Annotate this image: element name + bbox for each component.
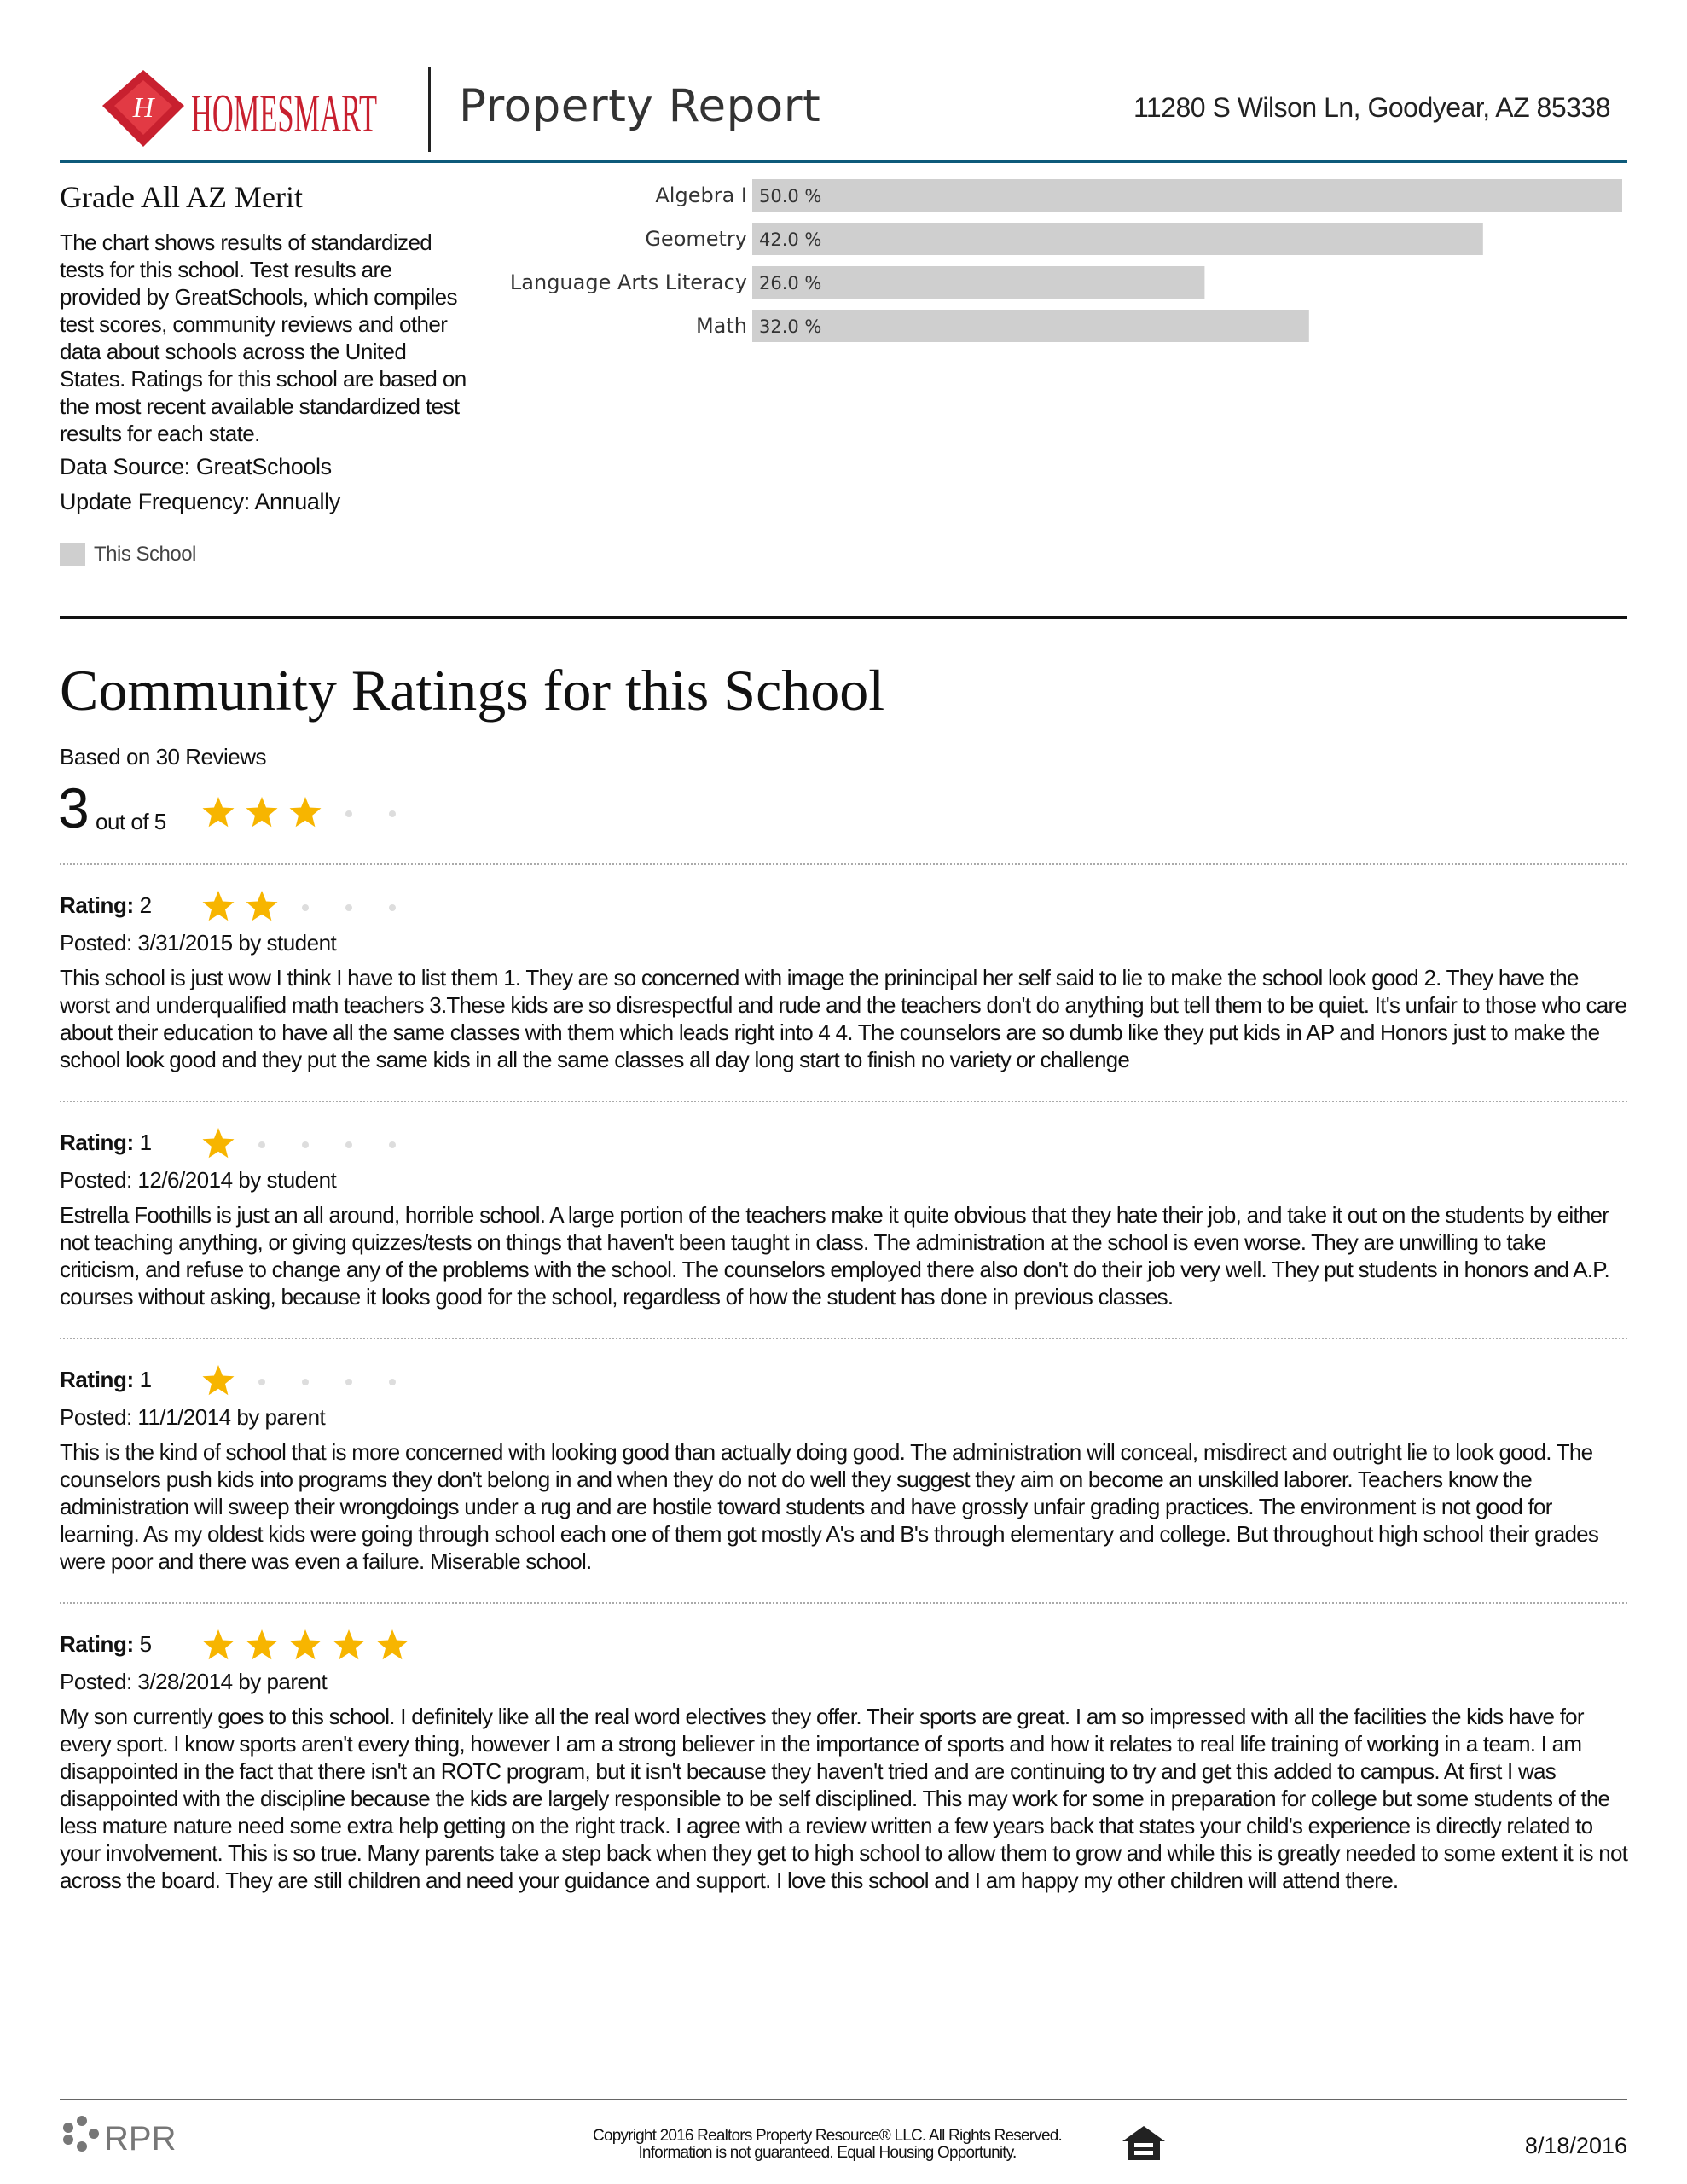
chart-bar bbox=[752, 223, 1483, 255]
overall-out-of: out of 5 bbox=[96, 809, 166, 834]
review-text: Estrella Foothills is just an all around, horrible school. A large portion of the teachers make it quite obvious that they hate their job, and take it out on the students by either not teaching anything, or giving quizzes/tests on things that haven't been taught in class. The administration at the school is even worse. They are unwilling to take criticism, and refuse to change any of the problems with the school. The counselors employed there also don't do their job very well. They put students in honors and A.P. courses without asking, because it looks good for the school, regardless of how the student has done in previous classes. bbox=[60, 1202, 1610, 1310]
star-empty-icon bbox=[288, 1126, 322, 1160]
property-address: 11280 S Wilson Ln, Goodyear, AZ 85338 bbox=[1133, 92, 1610, 123]
review-divider bbox=[60, 863, 1627, 865]
star-empty-icon bbox=[332, 795, 366, 829]
chart-category-label: Geometry bbox=[645, 227, 747, 251]
star-empty-icon bbox=[375, 1363, 409, 1397]
review-divider bbox=[60, 1602, 1627, 1604]
overall-stars bbox=[201, 795, 419, 829]
chart-value-label: 32.0 % bbox=[759, 317, 822, 337]
star-icon bbox=[201, 1126, 235, 1160]
rating-label: Rating: bbox=[60, 1631, 134, 1657]
rating-value: 1 bbox=[139, 1130, 152, 1155]
review-rating bbox=[60, 1130, 152, 1156]
update-frequency: Update Frequency: Annually bbox=[60, 489, 340, 514]
rating-value: 2 bbox=[139, 892, 152, 918]
star-icon bbox=[201, 1363, 235, 1397]
chart-value-label: 26.0 % bbox=[759, 273, 822, 293]
review-text: This is the kind of school that is more concerned with looking good than actually doing good. The administration will conceal, misdirect and outright lie to look good. The counselors push kids into programs they don't belong in and when they do not do well they suggest they aim on become an unskilled laborer. Teachers know the administration will sweep their wrongdoings under a rug and are hostile toward students and have grossly unfair grading practices. The environment is not good for learning. As my oldest kids were going through school each one of them got mostly A's and B's through elementary and college. But throughout high school their grades were poor and there was even a failure. Miserable school. bbox=[60, 1439, 1599, 1574]
star-empty-icon bbox=[375, 1126, 409, 1160]
review-divider bbox=[60, 1338, 1627, 1339]
section-rule bbox=[60, 616, 1627, 619]
rpr-logo-text: RPR bbox=[104, 2120, 177, 2158]
homesmart-logo-icon bbox=[102, 70, 184, 147]
rpr-logo bbox=[60, 2112, 196, 2160]
chart-value-label: 50.0 % bbox=[759, 186, 822, 206]
data-source: Data Source: GreatSchools bbox=[60, 454, 332, 479]
star-empty-icon bbox=[245, 1126, 279, 1160]
rating-value: 1 bbox=[139, 1367, 152, 1392]
star-empty-icon bbox=[375, 795, 409, 829]
review-divider bbox=[60, 1101, 1627, 1102]
star-empty-icon bbox=[332, 1363, 366, 1397]
footer-date: 8/18/2016 bbox=[1524, 2133, 1627, 2158]
chart-category-label: Language Arts Literacy bbox=[509, 270, 747, 294]
review-rating bbox=[60, 1631, 152, 1658]
overall-score: 3 bbox=[58, 776, 90, 839]
logo-divider bbox=[428, 67, 431, 152]
review-posted: Posted: 11/1/2014 by parent bbox=[60, 1404, 326, 1430]
star-empty-icon bbox=[332, 1126, 366, 1160]
review-stars bbox=[201, 889, 419, 923]
star-empty-icon bbox=[375, 889, 409, 923]
chart-value-label: 42.0 % bbox=[759, 229, 822, 250]
review-posted: Posted: 3/28/2014 by parent bbox=[60, 1669, 328, 1694]
review-posted: Posted: 3/31/2015 by student bbox=[60, 930, 337, 956]
star-icon bbox=[245, 889, 279, 923]
rating-value: 5 bbox=[139, 1631, 152, 1657]
reviews-count: Based on 30 Reviews bbox=[60, 744, 266, 770]
report-title: Property Report bbox=[459, 80, 821, 132]
star-empty-icon bbox=[332, 889, 366, 923]
copyright-line-1: Copyright 2016 Realtors Property Resource® LLC. All Rights Reserved. bbox=[593, 2127, 1062, 2145]
rating-label: Rating: bbox=[60, 1367, 134, 1392]
star-empty-icon bbox=[245, 1363, 279, 1397]
rating-label: Rating: bbox=[60, 1130, 134, 1155]
review-rating bbox=[60, 1367, 152, 1393]
star-icon bbox=[288, 1628, 322, 1662]
test-score-chart bbox=[478, 171, 1629, 358]
community-title: Community Ratings for this School bbox=[60, 658, 885, 723]
star-icon bbox=[245, 1628, 279, 1662]
rating-label: Rating: bbox=[60, 892, 134, 918]
star-icon bbox=[288, 795, 322, 829]
grade-title: Grade All AZ Merit bbox=[60, 180, 303, 214]
homesmart-logo bbox=[102, 61, 384, 164]
chart-bar bbox=[752, 179, 1622, 212]
star-icon bbox=[332, 1628, 366, 1662]
chart-category-label: Math bbox=[695, 314, 747, 338]
copyright bbox=[529, 2128, 1126, 2162]
review-text: My son currently goes to this school. I definitely like all the real word electives they offer. Their sports are great. I am so impressed with all the facilities the kids have for every sport. I know sports aren't every thing, however I am a strong believer in the importance of sports and how it relates to real life training of working in a team. I am disappointed in the fact that there isn't an ROTC program, but it isn't because they haven't tried and are continuing to try and get this added to campus. At first I was disappointed with the discipline because the kids are largely responsible to be self disciplined. This may work for some in preparation for college but some students of the less mature nature need some extra help getting on the right track. I agree with a review written a few years back that states your child's experience is directly related to your involvement. This is so true. Many parents take a step back when they get to high school to allow them to grow and while this is greatly needed to some extent it is not across the board. They are still children and need your guidance and support. I love this school and I am happy my other children will attend there. bbox=[60, 1704, 1628, 1893]
legend-label: This School bbox=[94, 543, 196, 566]
chart-bar bbox=[752, 310, 1309, 342]
review-text: This school is just wow I think I have to list them 1. They are so concerned with image the prinincipal her self said to lie to make the school look good 2. They have the worst and underqualified math teachers 3.These kids are so disrespectful and rude and the teachers don't do anything but tell them to be quiet. It's unfair to those who care about their education to have all the same classes with them which leads right into 4 4. The counselors are so dumb like they put kids in AP and Honors just to make the school look good and they put the same kids in all the same classes all day long start to finish no variety or challenge bbox=[60, 965, 1627, 1072]
equal-housing-icon bbox=[1121, 2124, 1167, 2162]
star-empty-icon bbox=[288, 889, 322, 923]
star-icon bbox=[201, 795, 235, 829]
header-rule bbox=[60, 160, 1627, 163]
star-icon bbox=[245, 795, 279, 829]
chart-category-label: Algebra I bbox=[655, 183, 747, 207]
review-rating bbox=[60, 892, 152, 919]
star-empty-icon bbox=[288, 1363, 322, 1397]
review-stars bbox=[201, 1363, 419, 1397]
star-icon bbox=[201, 1628, 235, 1662]
review-posted: Posted: 12/6/2014 by student bbox=[60, 1167, 337, 1193]
svg-text:H: H bbox=[132, 92, 154, 124]
rpr-logo-icon bbox=[63, 2116, 99, 2152]
brand-text: HOMESMART bbox=[191, 83, 377, 143]
grade-description: The chart shows results of standardized tests for this school. Test results are provided by GreatSchools, which compiles test scores, community reviews and other data about schools across the United States. Ratings for this school are based on the most recent available standardized test results for each state. bbox=[60, 229, 467, 446]
footer-rule bbox=[60, 2099, 1627, 2100]
review-stars bbox=[201, 1126, 419, 1160]
legend-swatch bbox=[60, 543, 85, 566]
star-icon bbox=[375, 1628, 409, 1662]
copyright-line-2: Information is not guaranteed. Equal Housing Opportunity. bbox=[638, 2144, 1017, 2162]
review-stars bbox=[201, 1628, 419, 1662]
star-icon bbox=[201, 889, 235, 923]
